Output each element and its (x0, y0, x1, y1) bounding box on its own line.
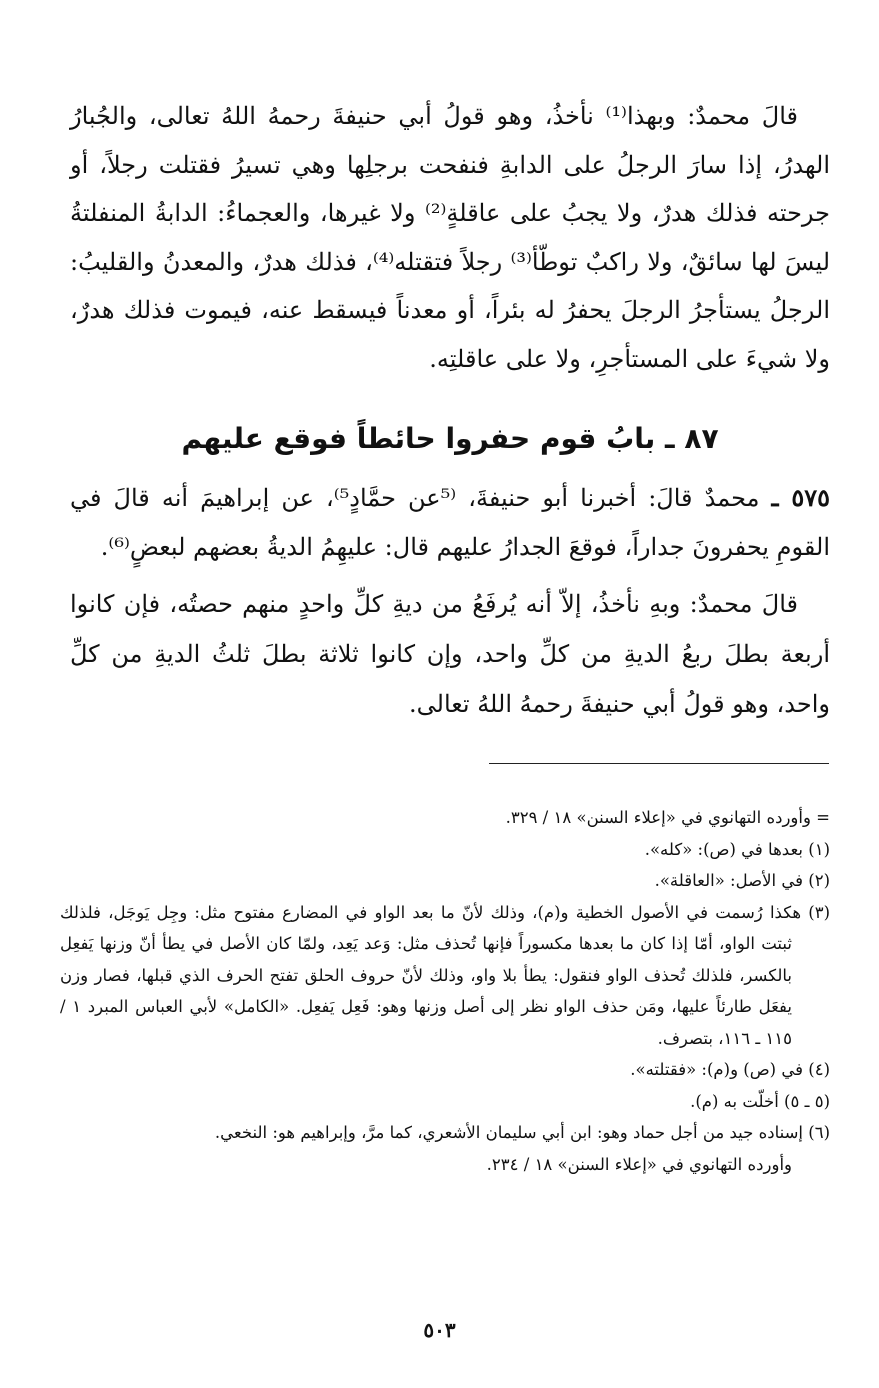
chapter-heading: ٨٧ ـ بابُ قوم حفروا حائطاً فوقع عليهم (181, 422, 719, 455)
page-number: ٥٠٣ (423, 1318, 456, 1342)
hadith-block (70, 474, 830, 571)
footnote-continued: = وأورده التهانوي في «إعلاء السنن» ١٨ / ٣٢٩. (505, 808, 830, 827)
footnote-1: (١) بعدها في (ص): «كله». (644, 839, 830, 859)
footnote-3: (٣) هكذا رُسمت في الأصول الخطية و(م)، وذلك لأنّ ما بعد الواو في المضارع مفتوح مثل: وجِل يَوجَل، فلذلك ثبتت الواو، أمّا إذا كان ما بعدها مكسوراً فإنها تُحذف مثل: وَعد يَعِد، ولمّا كان الأصل في يطأ أنّ وزنها يَفعِل بالكسر، فلذلك تُحذف الواو فنقول: يطأ بلا واو، وذلك لأنّ حروف الحلق تفتح الحرف الذي قبلها، فصار وزن يفعَل طارئاً عليها، ومَن حذف الواو نظر إلى أصل وزنها وهو: فَعِل يَفعِل. «الكامل» لأبي العباس المبرد ١ / ١١٥ ـ ١١٦، بتصرف. (60, 902, 830, 1048)
footnote-2: (٢) في الأصل: «العاقلة». (654, 871, 830, 890)
paragraph-1: قالَ محمدٌ: وبهذا⁽¹⁾ نأخذُ، وهو قولُ أبي حنيفةَ رحمهُ اللهُ تعالى، والجُبارُ الهدرُ، إذا سارَ الرجلُ على الدابةِ فنفحت برجلِها وهي تسيرُ فقتلت رجلاً، أو جرحته فذلك هدرٌ، ولا يجبُ على عاقلةٍ⁽²⁾ ولا غيرها، والعجماءُ: الدابةُ المنفلتةُ ليسَ لها سائقٌ، ولا راكبٌ توطّأ⁽³⁾ رجلاً فتقتله⁽⁴⁾، فذلك هدرٌ، والمعدنُ والقليبُ: الرجلُ يستأجرُ الرجلَ يحفرُ له بئراً، أو معدناً فيسقط عنه، فيموت فذلك هدرٌ، ولا شيءَ على المستأجرِ، ولا على عاقلتِه. (70, 102, 831, 373)
main-text-top (70, 92, 830, 383)
hadith-paragraph (70, 474, 830, 571)
paragraph-2: قالَ محمدٌ: وبهِ نأخذُ، إلاّ أنه يُرفَعُ من ديةِ كلِّ واحدٍ منهم حصتُه، فإن كانوا أربعة بطلَ ربعُ الديةِ من كلِّ واحد، وإن كانوا ثلاثة بطلَ ثلثُ الديةِ من كلِّ واحد، وهو قولُ أبي حنيفةَ رحمهُ اللهُ تعالى. (70, 590, 830, 718)
footnote-6: (٦) إسناده جيد من أجل حماد وهو: ابن أبي سليمان الأشعري، كما مرَّ، وإبراهيم هو: النخعي. (214, 1123, 830, 1142)
main-text-bottom (70, 579, 830, 729)
footnotes (60, 802, 830, 1180)
footnote-5: (٥ ـ ٥) أخلّت به (م). (690, 1091, 830, 1111)
footnote-6-continuation: وأورده التهانوي في «إعلاء السنن» ١٨ / ٢٣٤. (486, 1154, 792, 1174)
footnote-separator (489, 763, 829, 764)
footnote-4: (٤) في (ص) و(م): «فقتلته». (630, 1060, 830, 1079)
hadith-number: ٥٧٥ ـ (771, 483, 830, 512)
hadith-text: محمدٌ قالَ: أخبرنا أبو حنيفةَ، ⁽⁵عن حمَّادٍ⁵⁾، عن إبراهيمَ أنه قالَ في القومِ يحفرونَ جداراً، فوقعَ الجدارُ عليهم قال: عليهِمُ الديةُ بعضهم لبعضٍ⁽⁶⁾. (70, 484, 830, 561)
